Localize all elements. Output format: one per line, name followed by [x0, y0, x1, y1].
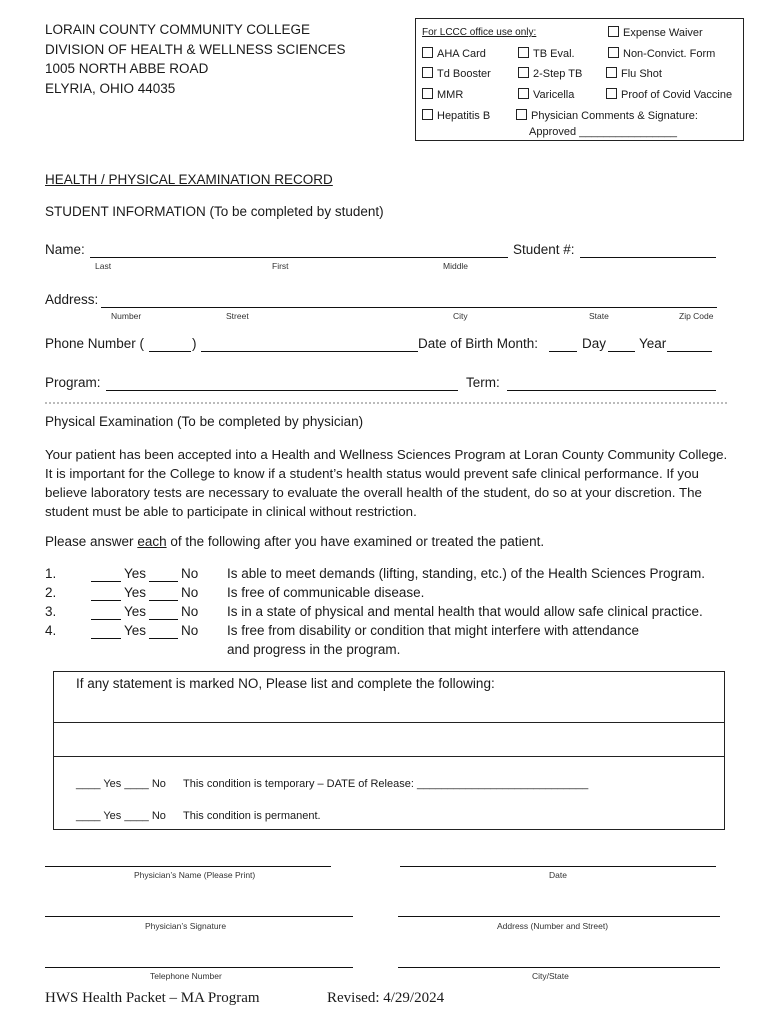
- office-use-box: [415, 18, 744, 141]
- telephone-caption: Telephone Number: [150, 971, 222, 981]
- checkbox-icon: [518, 88, 529, 99]
- physician-section-heading: Physical Examination (To be completed by physician): [45, 414, 364, 429]
- yes-label: Yes: [124, 585, 147, 600]
- name-sub-middle: Middle: [443, 261, 469, 271]
- q4-yes-input[interactable]: [91, 625, 121, 639]
- physician-signature-caption: Physician’s Signature: [145, 921, 227, 931]
- dob-month-input[interactable]: [549, 351, 577, 352]
- checkbox-icon: [608, 26, 619, 37]
- section-divider: [45, 402, 727, 404]
- checkbox-expense-waiver[interactable]: Expense Waiver: [608, 23, 703, 43]
- question-number: 4.: [45, 623, 57, 638]
- checkbox-icon: [608, 47, 619, 58]
- checkbox-2-step-tb[interactable]: 2-Step TB: [518, 64, 582, 84]
- no-box-instruction: If any statement is marked NO, Please list and complete the following:: [76, 676, 495, 691]
- checkbox-physician-comments[interactable]: Physician Comments & Signature:: [516, 106, 698, 126]
- question-text-continued: and progress in the program.: [227, 642, 401, 657]
- name-label: Name:: [45, 242, 85, 257]
- q3-yes-input[interactable]: [91, 606, 121, 620]
- yes-label: Yes: [124, 623, 147, 638]
- permanent-yes-no[interactable]: ____ Yes ____ No: [76, 810, 166, 822]
- term-input[interactable]: [507, 390, 716, 391]
- address-sub-zip: Zip Code: [679, 311, 714, 321]
- checkbox-mmr[interactable]: MMR: [422, 85, 463, 105]
- question-number: 1.: [45, 566, 57, 581]
- temporary-condition-text: This condition is temporary – DATE of Release: ____________________________: [183, 778, 589, 790]
- student-number-input[interactable]: [580, 257, 716, 258]
- dob-day-label: Day: [582, 336, 607, 351]
- address-input[interactable]: [101, 307, 717, 308]
- term-label: Term:: [466, 375, 500, 390]
- program-input[interactable]: [106, 390, 458, 391]
- student-section-heading: STUDENT INFORMATION (To be completed by student): [45, 204, 384, 219]
- dob-day-input[interactable]: [608, 351, 635, 352]
- no-label: No: [181, 566, 199, 581]
- header-line-college: LORAIN COUNTY COMMUNITY COLLEGE: [45, 22, 311, 37]
- college-header: [45, 20, 346, 98]
- checkbox-hepatitis-b[interactable]: Hepatitis B: [422, 106, 490, 126]
- checkbox-tb-eval[interactable]: TB Eval.: [518, 44, 575, 64]
- no-box-divider: [54, 756, 724, 757]
- telephone-line[interactable]: [45, 967, 353, 968]
- footer-left: HWS Health Packet – MA Program: [45, 990, 260, 1006]
- form-title: HEALTH / PHYSICAL EXAMINATION RECORD: [45, 172, 333, 187]
- checkbox-icon: [606, 88, 617, 99]
- address-sub-city: City: [453, 311, 468, 321]
- q1-yes-input[interactable]: [91, 568, 121, 582]
- permanent-condition-text: This condition is permanent.: [183, 810, 321, 822]
- name-input[interactable]: [90, 257, 508, 258]
- address-caption: Address (Number and Street): [497, 921, 609, 931]
- checkbox-aha-card[interactable]: AHA Card: [422, 44, 486, 64]
- checkbox-icon: [518, 67, 529, 78]
- checkbox-icon: [516, 109, 527, 120]
- address-label: Address:: [45, 292, 99, 307]
- office-use-title: For LCCC office use only:: [422, 27, 537, 38]
- question-text: Is able to meet demands (lifting, standing, etc.) of the Health Sciences Program.: [227, 566, 705, 581]
- checkbox-icon: [518, 47, 529, 58]
- checkbox-td-booster[interactable]: Td Booster: [422, 64, 491, 84]
- q4-no-input[interactable]: [149, 625, 178, 639]
- checkbox-icon: [422, 47, 433, 58]
- address-line[interactable]: [398, 916, 720, 917]
- phone-close-paren: ): [192, 336, 197, 351]
- q2-no-input[interactable]: [149, 587, 178, 601]
- checkbox-icon: [606, 67, 617, 78]
- area-code-input[interactable]: [149, 351, 191, 352]
- date-line[interactable]: [400, 866, 716, 867]
- header-line-street: 1005 NORTH ABBE ROAD: [45, 61, 209, 76]
- name-sub-first: First: [272, 261, 289, 271]
- checkbox-icon: [422, 109, 433, 120]
- city-state-caption: City/State: [532, 971, 569, 981]
- physician-name-line[interactable]: [45, 866, 331, 867]
- checkbox-icon: [422, 67, 433, 78]
- temporary-yes-no[interactable]: ____ Yes ____ No: [76, 778, 166, 790]
- checkbox-flu-shot[interactable]: Flu Shot: [606, 64, 662, 84]
- address-sub-number: Number: [111, 311, 142, 321]
- name-sub-last: Last: [95, 261, 112, 271]
- phone-label: Phone Number (: [45, 336, 145, 351]
- dob-label: Date of Birth Month:: [418, 336, 539, 351]
- question-number: 3.: [45, 604, 57, 619]
- student-number-label: Student #:: [513, 242, 575, 257]
- physician-name-caption: Physician’s Name (Please Print): [134, 870, 256, 880]
- no-label: No: [181, 623, 199, 638]
- phone-number-input[interactable]: [201, 351, 418, 352]
- program-label: Program:: [45, 375, 101, 390]
- question-text: Is free from disability or condition that might interfere with attendance: [227, 623, 639, 638]
- date-caption: Date: [549, 870, 567, 880]
- q3-no-input[interactable]: [149, 606, 178, 620]
- q1-no-input[interactable]: [149, 568, 178, 582]
- address-sub-street: Street: [226, 311, 249, 321]
- no-label: No: [181, 604, 199, 619]
- question-number: 2.: [45, 585, 57, 600]
- footer-right: Revised: 4/29/2024: [327, 990, 445, 1006]
- question-text: Is free of communicable disease.: [227, 585, 425, 600]
- q2-yes-input[interactable]: [91, 587, 121, 601]
- yes-label: Yes: [124, 604, 147, 619]
- physician-signature-line[interactable]: [45, 916, 353, 917]
- physician-paragraph: Your patient has been accepted into a Health and Wellness Sciences Program at Loran County Community College. It is important for the College to know if a student’s health status would prevent safe clinical performance. If you believe laboratory tests are necessary to evaluate the overall health of the student, do so at your discretion. The student must be able to participate in clinical without restriction.: [45, 447, 728, 519]
- checkbox-icon: [422, 88, 433, 99]
- question-text: Is in a state of physical and mental health that would allow safe clinical practice.: [227, 604, 703, 619]
- checkbox-non-convict[interactable]: Non-Convict. Form: [608, 44, 715, 64]
- dob-year-label: Year: [639, 336, 667, 351]
- yes-label: Yes: [124, 566, 147, 581]
- dob-year-input[interactable]: [667, 351, 712, 352]
- please-answer-text: Please answer each of the following after you have examined or treated the patient.: [45, 534, 545, 549]
- header-line-division: DIVISION OF HEALTH & WELLNESS SCIENCES: [45, 41, 346, 57]
- checkbox-varicella[interactable]: Varicella: [518, 85, 574, 105]
- address-sub-state: State: [589, 311, 609, 321]
- no-details-box: [53, 671, 725, 830]
- city-state-line[interactable]: [398, 967, 720, 968]
- approved-line: Approved ________________: [529, 126, 678, 138]
- no-label: No: [181, 585, 199, 600]
- header-line-city: ELYRIA, OHIO 44035: [45, 80, 176, 96]
- checkbox-covid[interactable]: Proof of Covid Vaccine: [606, 85, 732, 105]
- no-box-divider: [54, 722, 724, 723]
